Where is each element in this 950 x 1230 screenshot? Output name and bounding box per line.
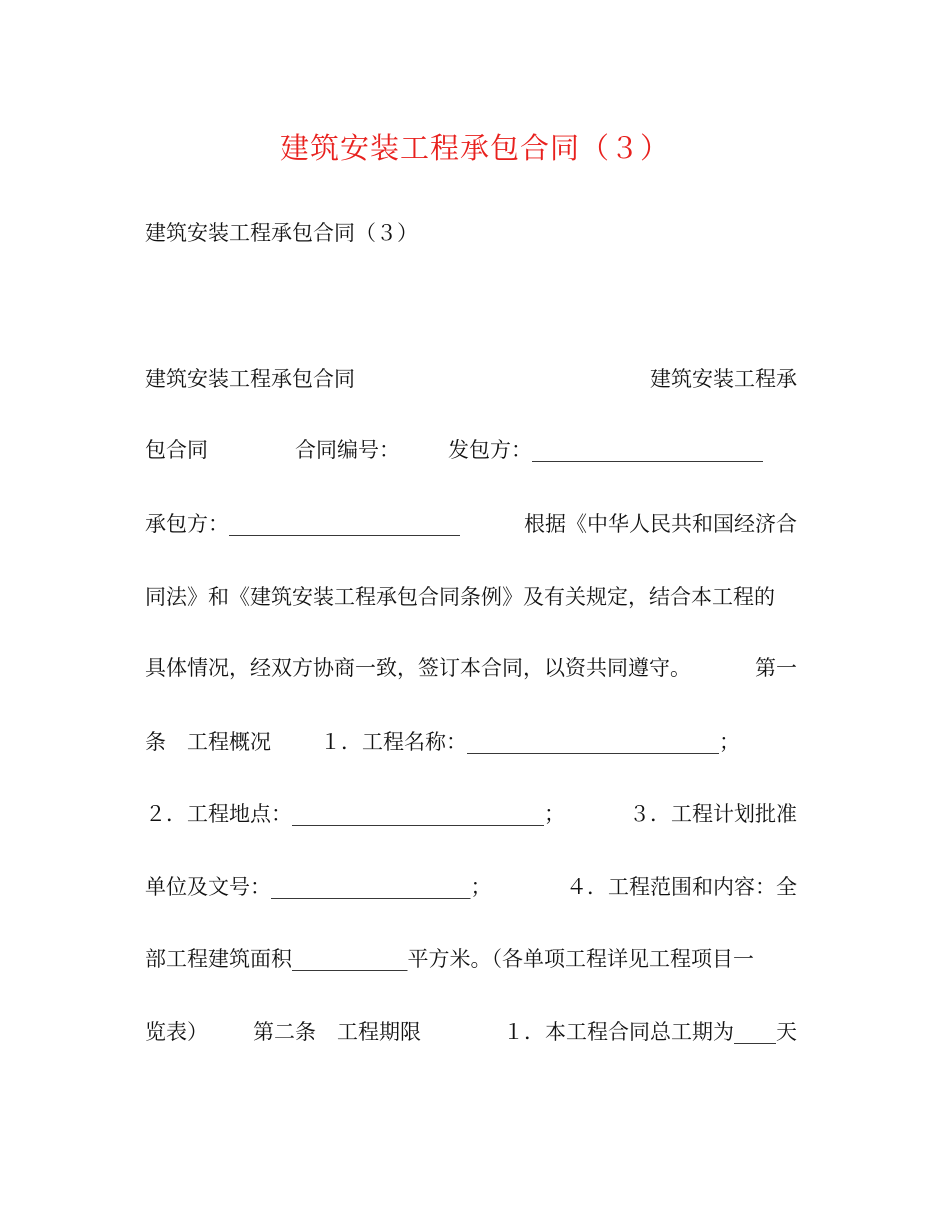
body-text: ３．工程计划批准 xyxy=(629,802,797,826)
body-text: 同法》和《建筑安装工程承包合同条例》及有关规定，结合本工程的 xyxy=(145,585,775,609)
article-heading: 条 工程概况 xyxy=(145,730,271,754)
body-text: 包合同 xyxy=(145,438,208,462)
body-line-10 xyxy=(145,1015,797,1049)
document-subtitle: 建筑安装工程承包合同（３） xyxy=(145,221,418,245)
project-location-field: ２．工程地点：________________________； xyxy=(145,802,565,826)
floor-area-field: 部工程建筑面积___________平方米。（各单项工程详见工程项目一 xyxy=(145,947,754,971)
body-text: 览表） xyxy=(145,1020,208,1044)
body-line-4 xyxy=(145,580,797,614)
body-line-2 xyxy=(145,433,797,467)
body-line-3 xyxy=(145,507,797,541)
body-text: 具体情况，经双方协商一致，签订本合同，以资共同遵守。 xyxy=(145,656,691,680)
approval-document-field: 单位及文号：___________________； xyxy=(145,875,492,899)
body-text: 建筑安装工程承包合同 xyxy=(145,367,355,391)
body-line-9 xyxy=(145,942,797,976)
body-text: ４．工程范围和内容：全 xyxy=(566,875,797,899)
body-line-7 xyxy=(145,797,797,831)
body-line-8 xyxy=(145,870,797,904)
body-line-1 xyxy=(145,362,797,396)
body-text: 建筑安装工程承 xyxy=(650,367,797,391)
article-heading: 第二条 工程期限 xyxy=(253,1020,421,1044)
contract-number-label: 合同编号： xyxy=(295,438,400,462)
contractor-field: 承包方：______________________ xyxy=(145,512,460,536)
body-line-6 xyxy=(145,725,797,759)
body-text: 第一 xyxy=(755,656,797,680)
document-title: 建筑安装工程承包合同（３） xyxy=(279,131,670,165)
employer-field: 发包方：______________________ xyxy=(448,438,763,462)
project-name-field: １．工程名称：________________________； xyxy=(320,730,740,754)
body-text: 根据《中华人民共和国经济合 xyxy=(524,512,797,536)
body-line-5 xyxy=(145,651,797,685)
duration-field: １．本工程合同总工期为____天 xyxy=(503,1020,797,1044)
